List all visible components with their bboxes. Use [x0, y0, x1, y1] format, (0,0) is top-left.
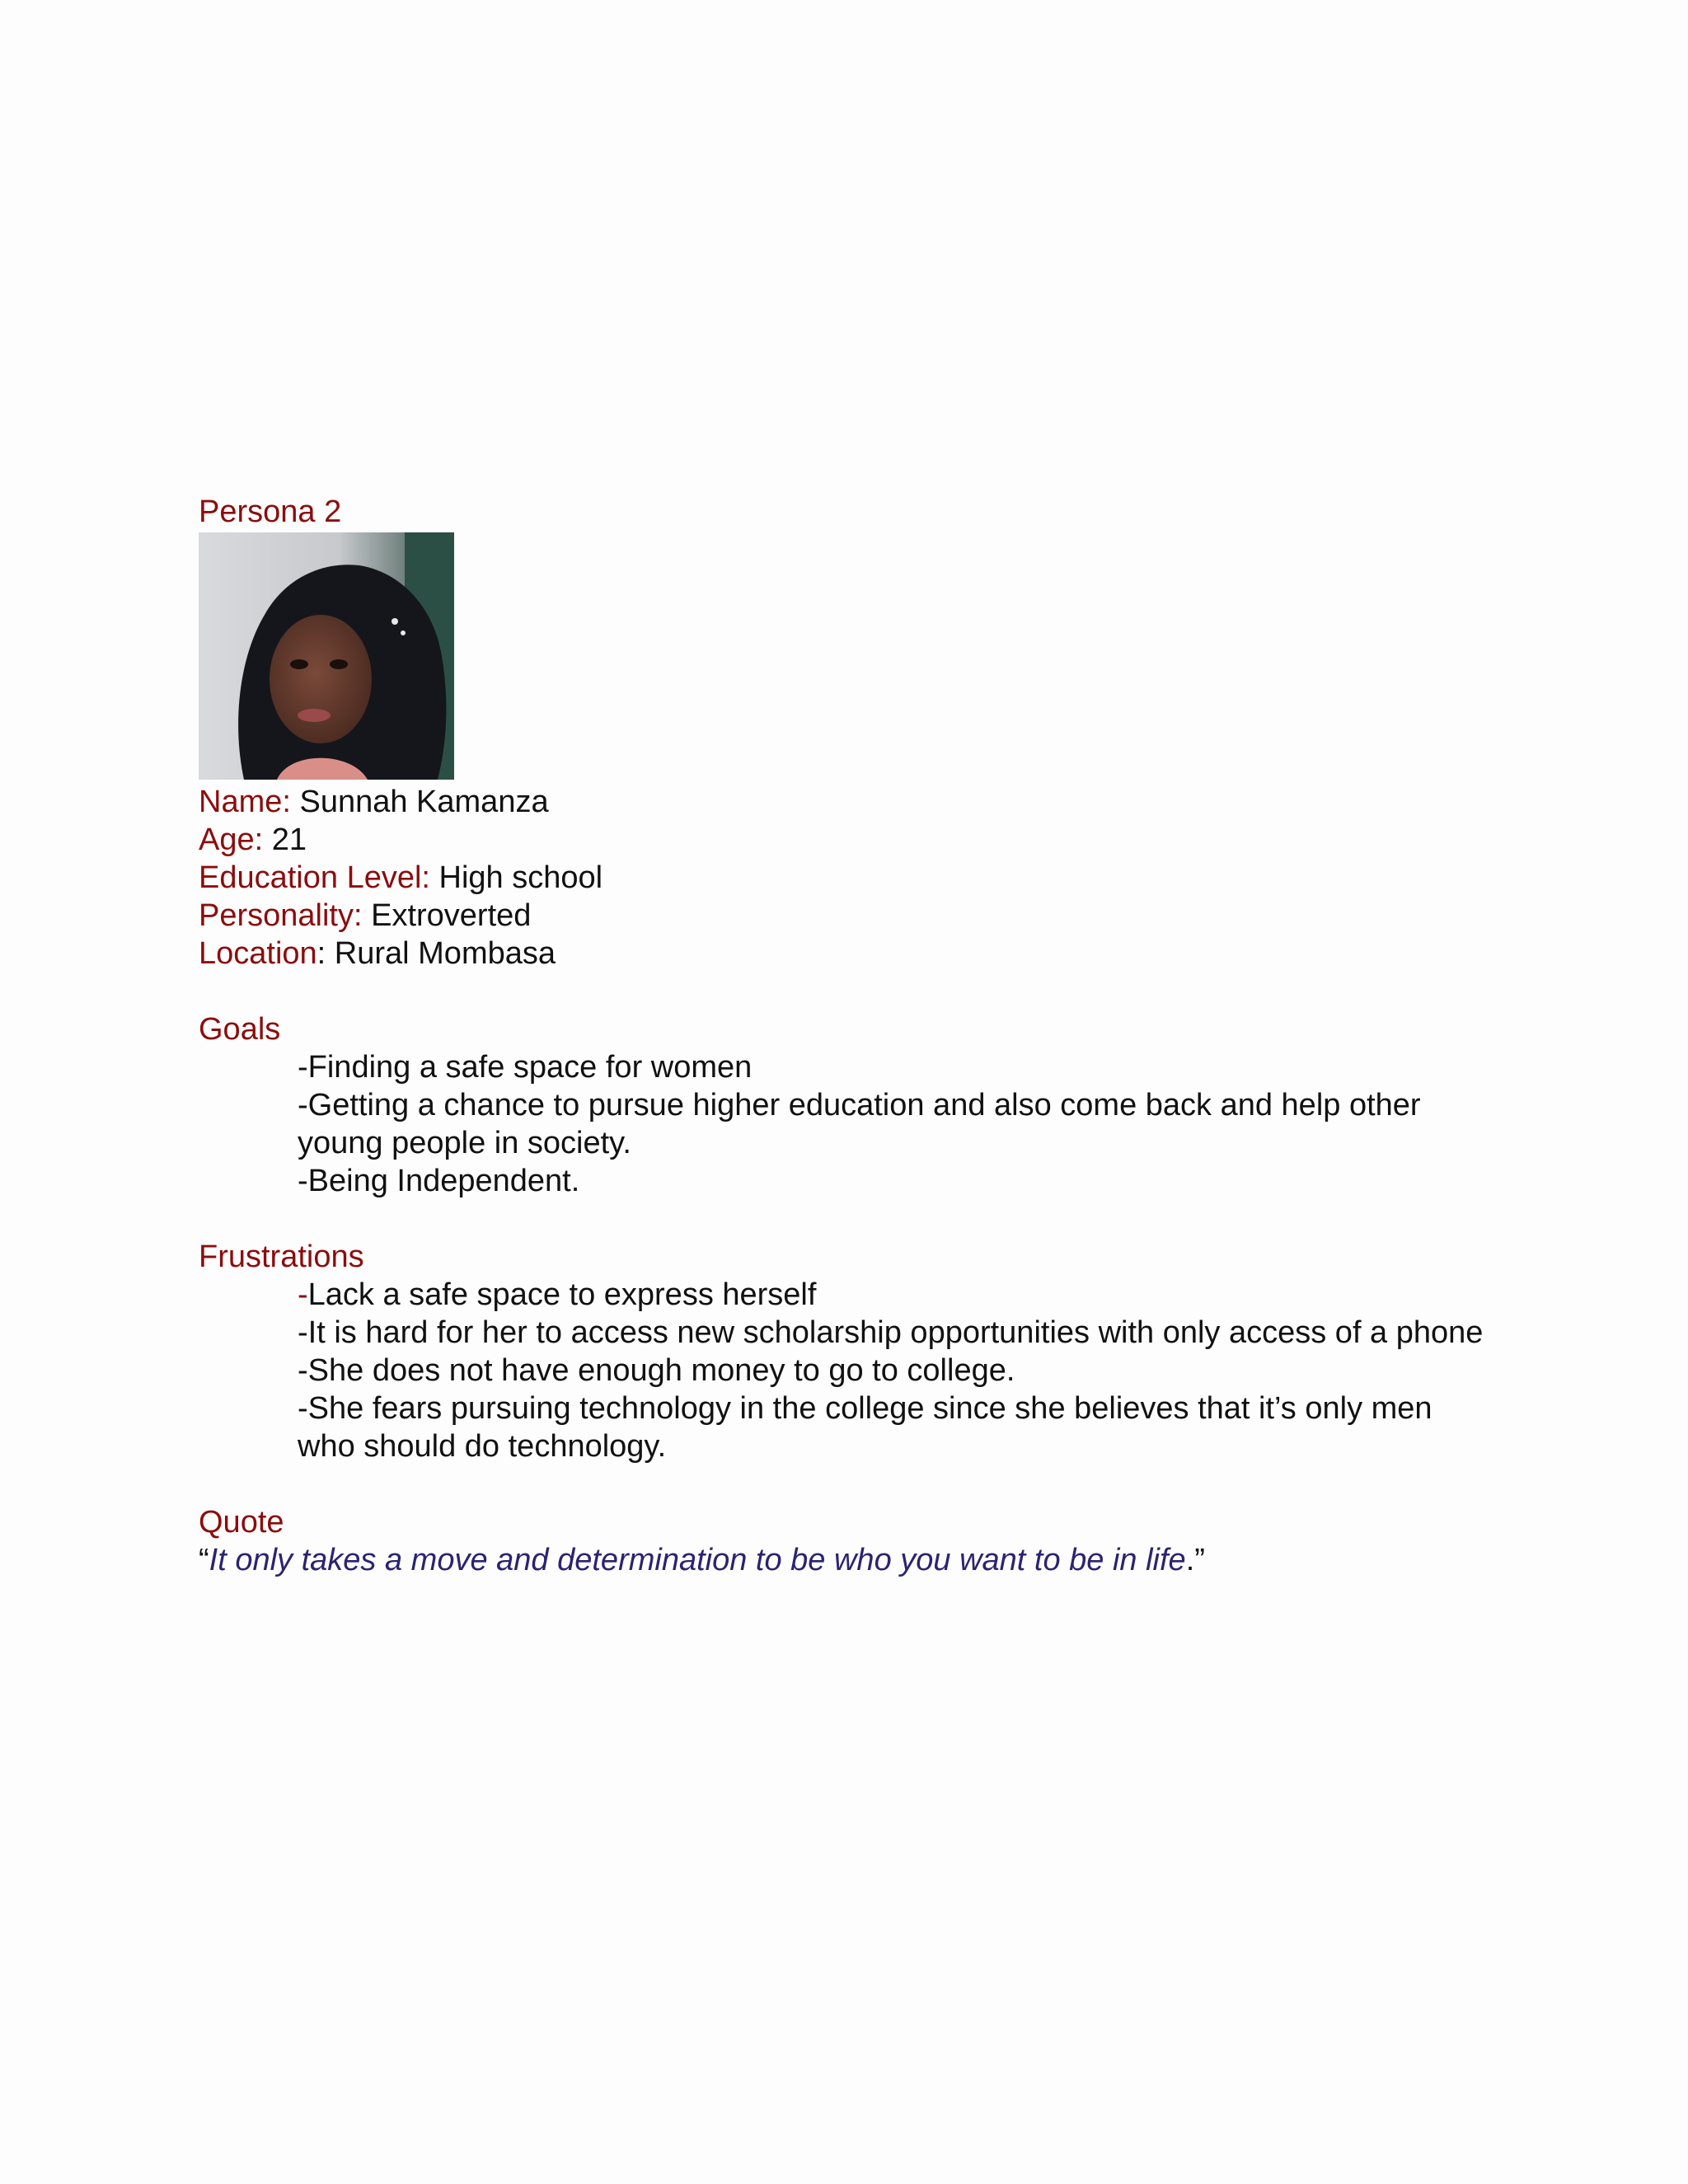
persona-document — [199, 493, 1534, 1579]
frustrations-list — [199, 1276, 1484, 1465]
list-item: -It is hard for her to access new scholarship opportunities with only access of a phone — [298, 1315, 1484, 1350]
list-item — [298, 1276, 1484, 1314]
list-item: -Being Independent. — [298, 1164, 580, 1198]
goals-list — [199, 1048, 1484, 1200]
quote-open-mark: “ — [199, 1543, 209, 1577]
field-personality — [199, 897, 1534, 935]
field-education-label: Education Level: — [199, 860, 430, 895]
spacer — [199, 1200, 1534, 1238]
list-item: -Getting a chance to pursue higher education and also come back and help other young people in society. — [298, 1088, 1421, 1160]
field-name — [199, 783, 1534, 821]
persona-photo — [199, 532, 454, 780]
field-education — [199, 859, 1534, 897]
spacer — [199, 1465, 1534, 1503]
field-name-value: Sunnah Kamanza — [290, 785, 549, 819]
field-education-value: High school — [429, 860, 603, 895]
list-item-dash: - — [298, 1277, 308, 1312]
field-name-label: Name: — [199, 785, 291, 819]
field-personality-label: Personality: — [199, 898, 363, 933]
quote-line — [199, 1541, 1534, 1579]
field-location-label: Location — [199, 936, 317, 971]
goals-heading: Goals — [199, 1012, 281, 1047]
list-item: -She fears pursuing technology in the college since she believes that it’s only men who should do technology. — [298, 1391, 1432, 1464]
persona-heading: Persona 2 — [199, 494, 342, 529]
spacer — [199, 972, 1534, 1010]
quote-text: It only takes a move and determination to be who you want to be in life — [209, 1543, 1186, 1577]
field-personality-value: Extroverted — [362, 898, 532, 933]
persona-photo-illustration — [199, 532, 454, 780]
quote-heading: Quote — [199, 1505, 284, 1540]
frustrations-heading: Frustrations — [199, 1240, 364, 1274]
list-item-text: Lack a safe space to express herself — [307, 1277, 817, 1312]
list-item: -She does not have enough money to go to college. — [298, 1353, 1015, 1388]
field-location — [199, 935, 1534, 972]
field-age — [199, 821, 1534, 859]
quote-close-mark: .” — [1185, 1543, 1205, 1577]
list-item: -Finding a safe space for women — [298, 1050, 753, 1085]
field-location-value: : Rural Mombasa — [316, 936, 556, 971]
field-age-label: Age: — [199, 823, 264, 857]
field-age-value: 21 — [263, 823, 307, 857]
